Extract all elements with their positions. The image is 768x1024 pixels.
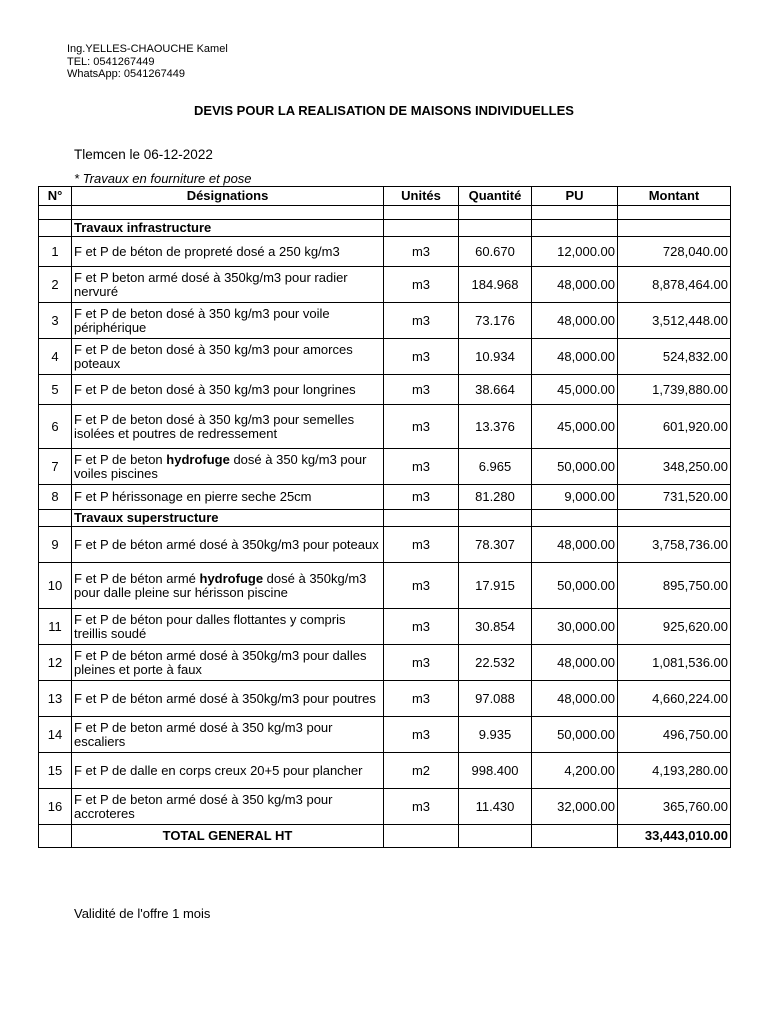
empty-cell [384,220,459,237]
empty-cell [618,510,731,527]
item-number: 3 [39,303,72,339]
empty-cell [39,510,72,527]
item-amount: 895,750.00 [618,563,731,609]
item-amount: 4,193,280.00 [618,753,731,789]
item-amount: 1,739,880.00 [618,375,731,405]
designation-text: F et P beton armé dosé à 350kg/m3 pour radier nervuré [74,269,348,299]
item-unit: m3 [384,563,459,609]
designation-text: F et P de beton dosé à 350 kg/m3 pour semelles isolées et poutres de redressement [74,411,355,441]
table-row [39,405,731,449]
item-number: 16 [39,789,72,825]
item-unit: m3 [384,645,459,681]
item-unit: m3 [384,267,459,303]
item-designation [72,237,384,267]
item-quantity: 38.664 [459,375,532,405]
item-number: 4 [39,339,72,375]
total-amount: 33,443,010.00 [618,825,731,848]
section-row [39,220,731,237]
empty-cell [72,206,384,220]
empty-cell [618,206,731,220]
item-number: 2 [39,267,72,303]
empty-cell [459,206,532,220]
item-amount: 925,620.00 [618,609,731,645]
total-row [39,825,731,848]
table-row [39,753,731,789]
item-number: 8 [39,485,72,510]
item-unit: m3 [384,609,459,645]
total-label: TOTAL GENERAL HT [72,825,384,848]
table-row [39,609,731,645]
item-amount: 3,512,448.00 [618,303,731,339]
item-unit: m3 [384,789,459,825]
document-title: DEVIS POUR LA REALISATION DE MAISONS INDIVIDUELLES [194,103,574,118]
designation-text: F et P de béton armé dosé à 350kg/m3 pour poutres [74,690,376,706]
item-designation [72,303,384,339]
empty-cell [39,206,72,220]
author-whatsapp: WhatsApp: 0541267449 [67,68,186,80]
item-designation [72,681,384,717]
item-amount: 728,040.00 [618,237,731,267]
item-amount: 731,520.00 [618,485,731,510]
item-unit-price: 48,000.00 [532,267,618,303]
item-quantity: 184.968 [459,267,532,303]
item-amount: 601,920.00 [618,405,731,449]
table-body [39,206,731,848]
section-row [39,510,731,527]
item-amount: 4,660,224.00 [618,681,731,717]
item-unit-price: 4,200.00 [532,753,618,789]
table-row [39,527,731,563]
item-number: 13 [39,681,72,717]
item-unit-price: 12,000.00 [532,237,618,267]
empty-cell [532,206,618,220]
item-amount: 348,250.00 [618,449,731,485]
designation-text: F et P de beton dosé à 350 kg/m3 pour amorces poteaux [74,341,353,371]
table-row [39,645,731,681]
empty-cell [532,825,618,848]
empty-cell [532,220,618,237]
item-unit-price: 50,000.00 [532,717,618,753]
item-unit: m3 [384,237,459,267]
item-number: 10 [39,563,72,609]
header-unit-price: PU [532,187,618,206]
item-amount: 365,760.00 [618,789,731,825]
empty-cell [618,220,731,237]
designation-emphasis: hydrofuge [199,570,264,586]
item-unit-price: 48,000.00 [532,527,618,563]
designation-text: F et P de dalle en corps creux 20+5 pour plancher [74,762,363,778]
item-designation [72,563,384,609]
item-number: 15 [39,753,72,789]
item-unit: m3 [384,449,459,485]
table-row [39,339,731,375]
item-number: 6 [39,405,72,449]
section-title: Travaux superstructure [72,510,384,527]
item-unit: m2 [384,753,459,789]
table-row [39,449,731,485]
item-quantity: 73.176 [459,303,532,339]
date-line: Tlemcen le 06-12-2022 [74,147,213,162]
item-designation [72,789,384,825]
item-unit-price: 32,000.00 [532,789,618,825]
table-row [39,563,731,609]
designation-text: F et P de beton [74,451,167,467]
empty-cell [384,825,459,848]
header-number: N° [39,187,72,206]
designation-text: F et P de béton armé [74,570,200,586]
item-designation [72,645,384,681]
designation-text: dosé à 350kg/m3 pour dalle pleine sur hérisson piscine [74,570,367,600]
item-unit-price: 30,000.00 [532,609,618,645]
header-unit: Unités [384,187,459,206]
item-unit: m3 [384,717,459,753]
item-quantity: 81.280 [459,485,532,510]
table-row [39,681,731,717]
empty-cell [459,510,532,527]
item-designation [72,375,384,405]
item-designation [72,485,384,510]
designation-text: F et P de beton armé dosé à 350 kg/m3 pour escaliers [74,719,333,749]
table-row [39,717,731,753]
item-designation [72,267,384,303]
item-number: 7 [39,449,72,485]
table-row [39,789,731,825]
item-amount: 524,832.00 [618,339,731,375]
item-designation [72,449,384,485]
designation-text: F et P de béton armé dosé à 350kg/m3 pour poteaux [74,536,379,552]
item-unit-price: 50,000.00 [532,563,618,609]
designation-emphasis: hydrofuge [166,451,230,467]
item-quantity: 11.430 [459,789,532,825]
empty-cell [384,510,459,527]
item-unit-price: 48,000.00 [532,303,618,339]
table-row [39,375,731,405]
item-designation [72,339,384,375]
quote-table [38,186,731,848]
item-quantity: 998.400 [459,753,532,789]
item-unit-price: 45,000.00 [532,405,618,449]
empty-cell [384,206,459,220]
designation-text: F et P de béton armé dosé à 350kg/m3 pour dalles pleines et porte à faux [74,647,367,677]
item-number: 12 [39,645,72,681]
item-unit-price: 48,000.00 [532,339,618,375]
designation-text: F et P de béton de propreté dosé a 250 kg/m3 [74,243,340,259]
author-name: Ing.YELLES-CHAOUCHE Kamel [67,43,228,55]
item-amount: 3,758,736.00 [618,527,731,563]
item-quantity: 78.307 [459,527,532,563]
item-unit-price: 50,000.00 [532,449,618,485]
item-quantity: 17.915 [459,563,532,609]
item-designation [72,609,384,645]
item-unit-price: 9,000.00 [532,485,618,510]
table-row [39,237,731,267]
item-quantity: 10.934 [459,339,532,375]
item-amount: 1,081,536.00 [618,645,731,681]
section-title: Travaux infrastructure [72,220,384,237]
item-number: 14 [39,717,72,753]
item-quantity: 9.935 [459,717,532,753]
empty-cell [459,825,532,848]
item-designation [72,405,384,449]
designation-text: dosé à 350 kg/m3 pour voiles piscines [74,451,367,481]
work-note: * Travaux en fourniture et pose [74,171,252,186]
item-designation [72,527,384,563]
item-unit-price: 45,000.00 [532,375,618,405]
header-designation: Désignations [72,187,384,206]
table-header-row [39,187,731,206]
empty-cell [459,220,532,237]
item-unit: m3 [384,405,459,449]
item-unit: m3 [384,527,459,563]
item-quantity: 30.854 [459,609,532,645]
table-row [39,485,731,510]
item-amount: 496,750.00 [618,717,731,753]
item-number: 11 [39,609,72,645]
empty-cell [39,825,72,848]
item-number: 9 [39,527,72,563]
designation-text: F et P de beton dosé à 350 kg/m3 pour voile périphérique [74,305,330,335]
item-unit: m3 [384,485,459,510]
item-amount: 8,878,464.00 [618,267,731,303]
designation-text: F et P hérissonage en pierre seche 25cm [74,489,312,504]
table-row [39,267,731,303]
designation-text: F et P de béton pour dalles flottantes y compris treillis soudé [74,611,346,641]
item-quantity: 13.376 [459,405,532,449]
designation-text: F et P de beton dosé à 350 kg/m3 pour longrines [74,381,356,397]
item-quantity: 60.670 [459,237,532,267]
item-unit: m3 [384,375,459,405]
spacer-row [39,206,731,220]
header-amount: Montant [618,187,731,206]
item-quantity: 22.532 [459,645,532,681]
item-designation [72,753,384,789]
item-quantity: 6.965 [459,449,532,485]
designation-text: F et P de beton armé dosé à 350 kg/m3 pour accroteres [74,791,333,821]
item-unit: m3 [384,303,459,339]
author-tel: TEL: 0541267449 [67,55,155,68]
item-designation [72,717,384,753]
header-quantity: Quantité [459,187,532,206]
item-quantity: 97.088 [459,681,532,717]
empty-cell [532,510,618,527]
author-block [67,43,228,81]
item-number: 5 [39,375,72,405]
validity-note: Validité de l'offre 1 mois [74,906,211,921]
empty-cell [39,220,72,237]
item-unit-price: 48,000.00 [532,681,618,717]
item-number: 1 [39,237,72,267]
item-unit: m3 [384,681,459,717]
item-unit: m3 [384,339,459,375]
table-row [39,303,731,339]
item-unit-price: 48,000.00 [532,645,618,681]
